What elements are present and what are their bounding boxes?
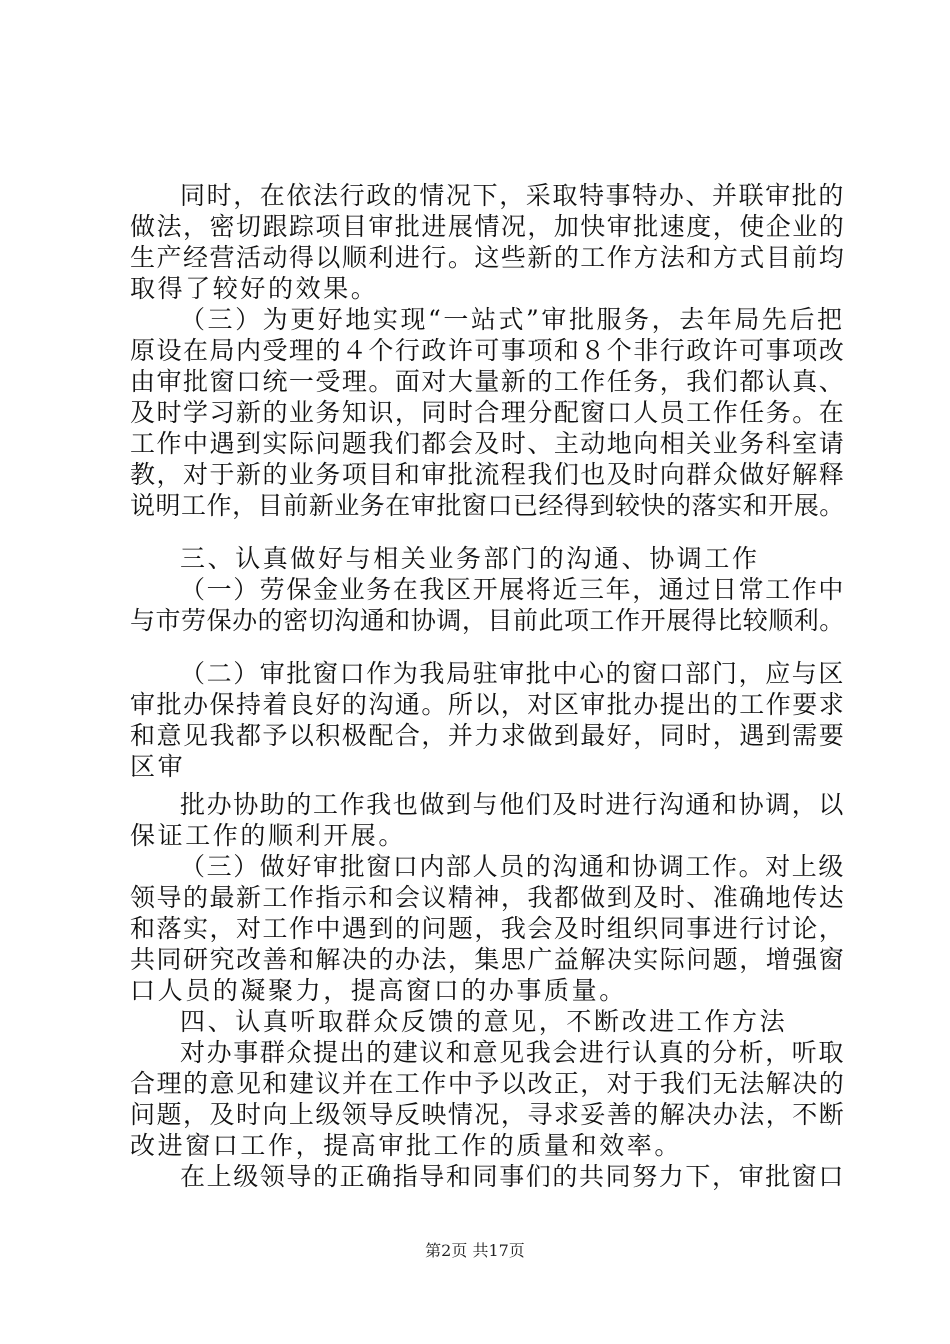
text-line: 领导的最新工作指示和会议精神，我都做到及时、准确地传达	[130, 883, 846, 912]
section-heading: 三、认真做好与相关业务部门的沟通、协调工作	[180, 544, 760, 573]
text-line: 与市劳保办的密切沟通和协调，目前此项工作开展得比较顺利。	[130, 606, 845, 635]
text-line: 工作中遇到实际问题我们都会及时、主动地向相关业务科室请	[130, 429, 846, 458]
text-line: （二）审批窗口作为我局驻审批中心的窗口部门，应与区	[180, 659, 846, 688]
text-line: 取得了较好的效果。	[130, 274, 379, 303]
text-line: 由审批窗口统一受理。面对大量新的工作任务，我们都认真、	[130, 367, 846, 396]
text-line: 做法，密切跟踪项目审批进展情况，加快审批速度，使企业的	[130, 212, 846, 241]
text-line: 口人员的凝聚力，提高窗口的办事质量。	[130, 976, 627, 1005]
text-line: 及时学习新的业务知识，同时合理分配窗口人员工作任务。在	[130, 398, 846, 427]
text-line: 改进窗口工作，提高审批工作的质量和效率。	[130, 1131, 683, 1160]
section-heading: 四、认真听取群众反馈的意见，不断改进工作方法	[180, 1007, 788, 1036]
text-line: 同时，在依法行政的情况下，采取特事特办、并联审批的	[180, 181, 846, 210]
text-line: 共同研究改善和解决的办法，集思广益解决实际问题，增强窗	[130, 945, 846, 974]
text-line: （三）做好审批窗口内部人员的沟通和协调工作。对上级	[180, 852, 846, 881]
text-line: 生产经营活动得以顺利进行。这些新的工作方法和方式目前均	[130, 243, 846, 272]
text-line: 合理的意见和建议并在工作中予以改正，对于我们无法解决的	[130, 1069, 846, 1098]
text-line: 区审	[130, 752, 186, 781]
text-line: （一）劳保金业务在我区开展将近三年，通过日常工作中	[180, 575, 846, 604]
text-line: 在上级领导的正确指导和同事们的共同努力下，审批窗口	[180, 1162, 846, 1191]
text-line: 和落实，对工作中遇到的问题，我会及时组织同事进行讨论，	[130, 914, 846, 943]
text-line: 保证工作的顺利开展。	[130, 821, 407, 850]
text-line: 说明工作，目前新业务在审批窗口已经得到较快的落实和开展。	[130, 491, 845, 520]
text-line: 问题，及时向上级领导反映情况，寻求妥善的解决办法，不断	[130, 1100, 846, 1129]
text-line: 批办协助的工作我也做到与他们及时进行沟通和协调，以	[180, 790, 846, 819]
text-line: 审批办保持着良好的沟通。所以，对区审批办提出的工作要求	[130, 690, 846, 719]
text-line: （三）为更好地实现“一站式”审批服务，去年局先后把	[180, 305, 845, 334]
text-line: 教，对于新的业务项目和审批流程我们也及时向群众做好解释	[130, 460, 846, 489]
text-line: 和意见我都予以积极配合，并力求做到最好，同时，遇到需要	[130, 721, 846, 750]
text-line: 对办事群众提出的建议和意见我会进行认真的分析，听取	[180, 1038, 846, 1067]
page-number-footer: 第2页 共17页	[425, 1241, 525, 1260]
text-line: 原设在局内受理的４个行政许可事项和８个非行政许可事项改	[130, 336, 846, 365]
